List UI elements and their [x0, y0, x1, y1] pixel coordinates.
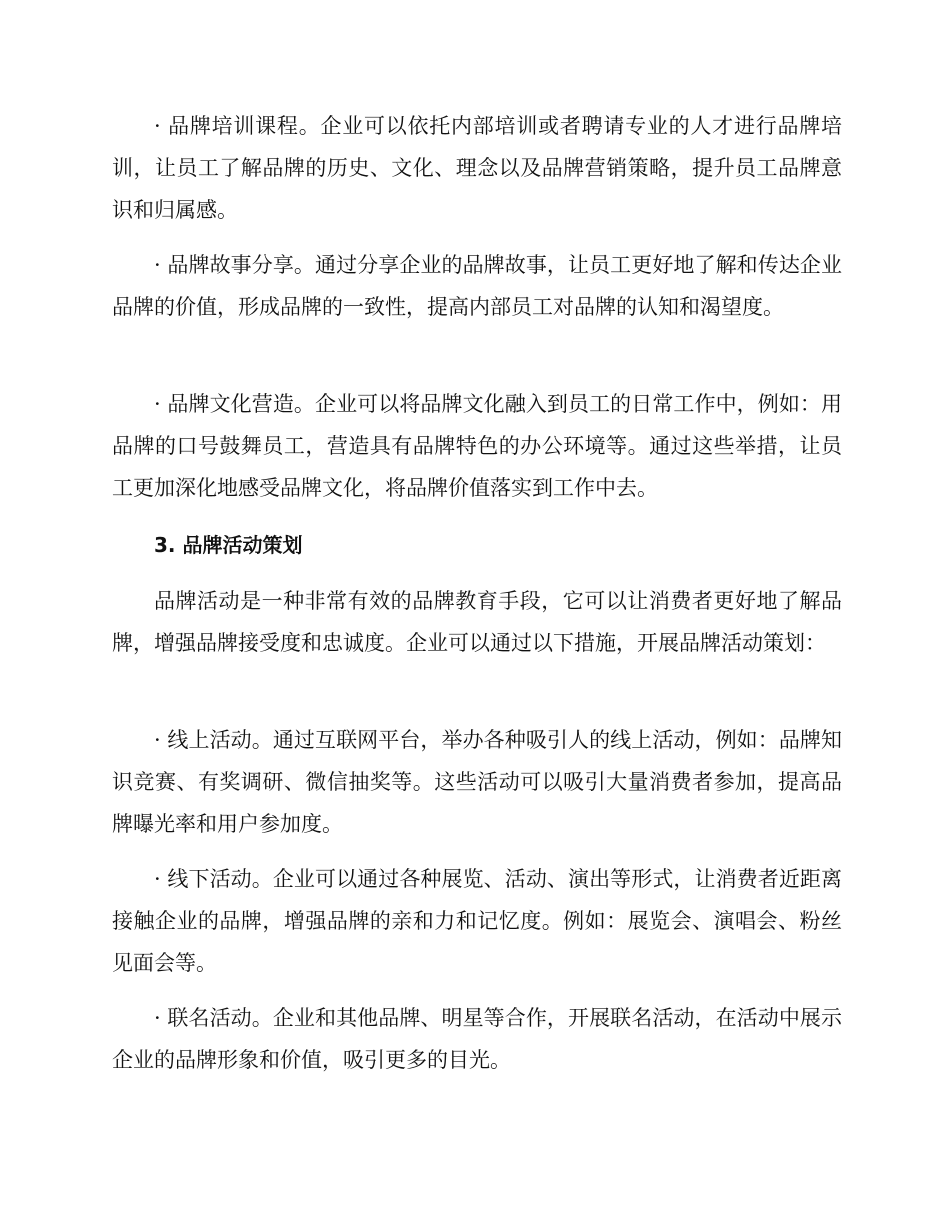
- paragraph-section-intro: 品牌活动是一种非常有效的品牌教育手段，它可以让消费者更好地了解品牌，增强品牌接受度和忠诚度。企业可以通过以下措施，开展品牌活动策划：: [112, 589, 842, 655]
- paragraph-cobrand-activity: · 联名活动。企业和其他品牌、明星等合作，开展联名活动，在活动中展示企业的品牌形象和价值，吸引更多的目光。: [112, 1006, 842, 1072]
- section-heading: 3. 品牌活动策划: [154, 533, 303, 557]
- paragraph-online-activity: · 线上活动。通过互联网平台，举办各种吸引人的线上活动，例如：品牌知识竞赛、有奖调研、微信抽奖等。这些活动可以吸引大量消费者参加，提高品牌曝光率和用户参加度。: [112, 728, 842, 836]
- paragraph-brand-training: · 品牌培训课程。企业可以依托内部培训或者聘请专业的人才进行品牌培训，让员工了解品牌的历史、文化、理念以及品牌营销策略，提升员工品牌意识和归属感。: [112, 114, 842, 222]
- paragraph-brand-culture: · 品牌文化营造。企业可以将品牌文化融入到员工的日常工作中，例如：用品牌的口号鼓舞员工，营造具有品牌特色的办公环境等。通过这些举措，让员工更加深化地感受品牌文化，将品牌价值落实到工作中去。: [112, 392, 842, 500]
- paragraph-brand-story: · 品牌故事分享。通过分享企业的品牌故事，让员工更好地了解和传达企业品牌的价值，形成品牌的一致性，提高内部员工对品牌的认知和渴望度。: [112, 253, 842, 319]
- paragraph-offline-activity: · 线下活动。企业可以通过各种展览、活动、演出等形式，让消费者近距离接触企业的品牌，增强品牌的亲和力和记忆度。例如：展览会、演唱会、粉丝见面会等。: [112, 867, 842, 975]
